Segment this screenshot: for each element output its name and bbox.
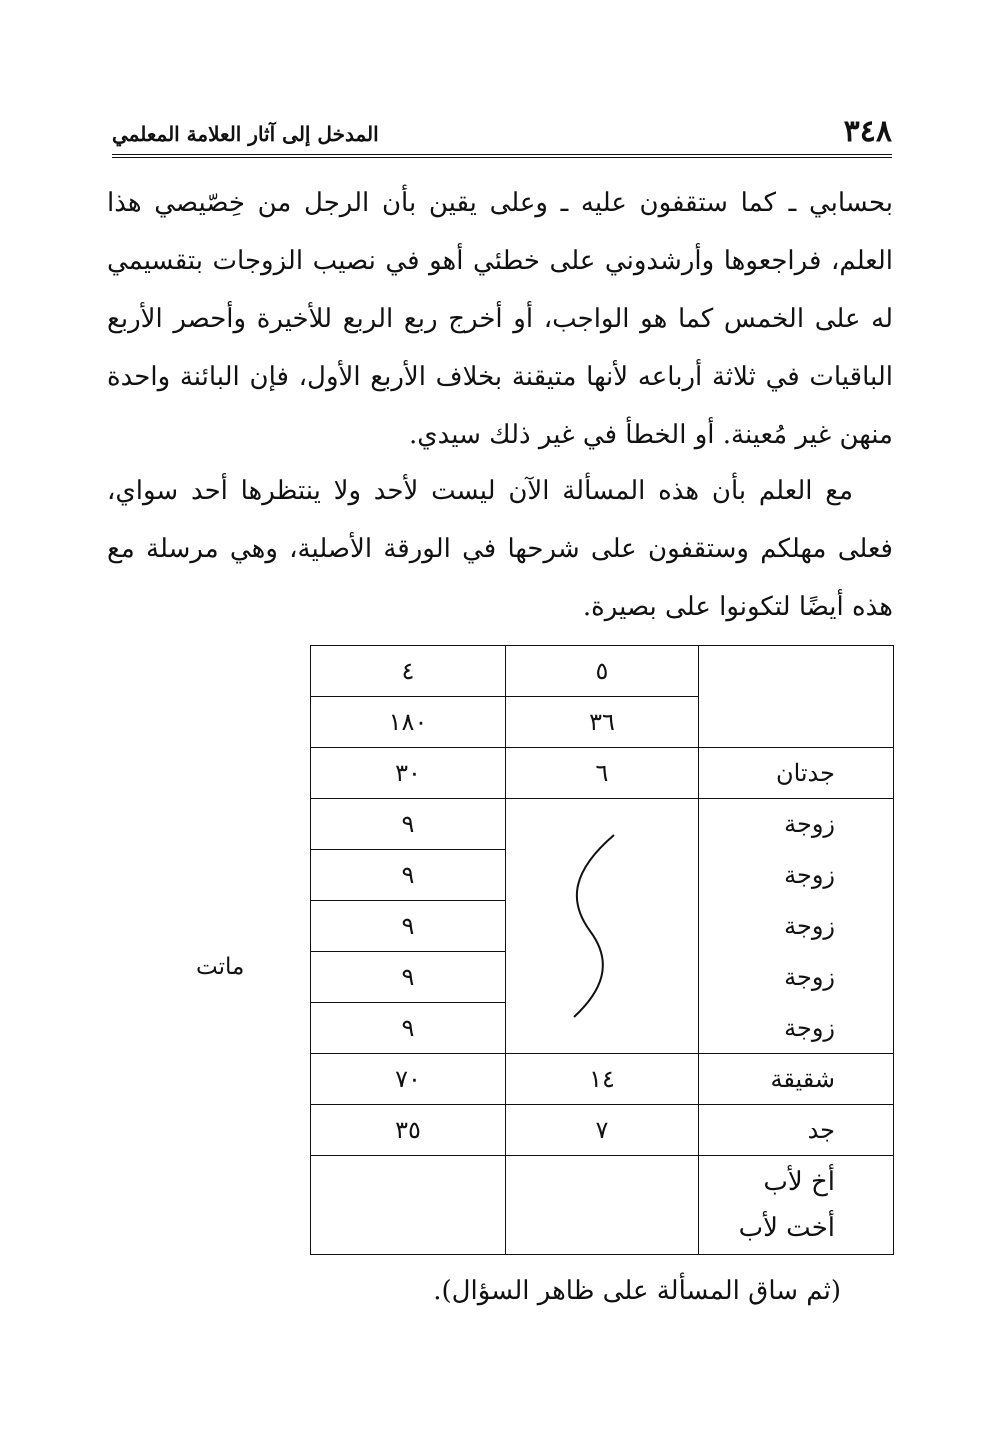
page-header bbox=[112, 112, 892, 158]
table-row bbox=[311, 799, 894, 850]
share-grandmothers-1: ٦ bbox=[506, 748, 699, 799]
table-row bbox=[311, 646, 894, 697]
share-grandfather-2: ٣٥ bbox=[311, 1105, 506, 1156]
footer-note: (ثم ساق المسألة على ظاهر السؤال). bbox=[433, 1276, 841, 1306]
body-paragraph-2: مع العلم بأن هذه المسألة الآن ليست لأحد ولا ينتظرها أحد سواي، فعلى مهلكم وستقفون على شرحها في الورقة الأصلية، وهي مرسلة مع هذه أيضًا لتكونوا على بصيرة. bbox=[107, 476, 893, 622]
table-row bbox=[311, 748, 894, 799]
running-title: المدخل إلى آثار العلامة المعلمي bbox=[112, 122, 379, 146]
heir-wife-2: زوجة bbox=[699, 850, 894, 901]
table-row bbox=[311, 1054, 894, 1105]
inheritance-table bbox=[310, 645, 894, 1255]
table-row bbox=[311, 1105, 894, 1156]
share-wife-3: ٩ bbox=[311, 901, 506, 952]
body-paragraph-1: بحسابي ـ كما ستقفون عليه ـ وعلى يقين بأن الرجل من خِصّيصي هذا العلم، فراجعوها وأرشدوني على خطئي أهو في نصيب الزوجات بتقسيمي له على الخمس كما هو الواجب، أو أخرج ربع الربع للأخيرة وأحصر الأربع الباقيات في ثلاثة أرباعه لأنها متيقنة بخلاف الأربع الأول، فإن البائنة واحدة منهن غير مُعينة. أو الخطأ في غير ذلك سيدي. bbox=[107, 188, 893, 450]
heir-paternal-siblings bbox=[699, 1156, 894, 1255]
heir-grandfather: جد bbox=[699, 1105, 894, 1156]
share-grandfather-1: ٧ bbox=[506, 1105, 699, 1156]
heir-full-sister: شقيقة bbox=[699, 1054, 894, 1105]
heir-header-empty bbox=[699, 646, 894, 748]
brace-icon bbox=[562, 831, 642, 1021]
wives-brace-cell bbox=[506, 799, 699, 1054]
base-label-2: ٤ bbox=[311, 646, 506, 697]
base-value-1: ٣٦ bbox=[506, 697, 699, 748]
share-paternal-empty-1 bbox=[506, 1156, 699, 1255]
side-note-deceased: ماتت bbox=[196, 954, 245, 980]
base-label-1: ٥ bbox=[506, 646, 699, 697]
table-row bbox=[311, 1156, 894, 1255]
heir-wife-5: زوجة bbox=[699, 1003, 894, 1054]
share-full-sister-1: ١٤ bbox=[506, 1054, 699, 1105]
share-wife-1: ٩ bbox=[311, 799, 506, 850]
page-number: ٣٤٨ bbox=[843, 114, 892, 149]
heir-paternal-brother: أخ لأب bbox=[763, 1167, 835, 1197]
share-full-sister-2: ٧٠ bbox=[311, 1054, 506, 1105]
heir-wife-1: زوجة bbox=[699, 799, 894, 850]
share-wife-2: ٩ bbox=[311, 850, 506, 901]
base-value-2: ١٨٠ bbox=[311, 697, 506, 748]
heir-paternal-sister: أخت لأب bbox=[738, 1213, 835, 1243]
share-paternal-empty-2 bbox=[311, 1156, 506, 1255]
heir-wife-4: زوجة bbox=[699, 952, 894, 1003]
share-wife-5: ٩ bbox=[311, 1003, 506, 1054]
share-grandmothers-2: ٣٠ bbox=[311, 748, 506, 799]
heir-grandmothers: جدتان bbox=[699, 748, 894, 799]
heir-wife-3: زوجة bbox=[699, 901, 894, 952]
share-wife-4: ٩ bbox=[311, 952, 506, 1003]
